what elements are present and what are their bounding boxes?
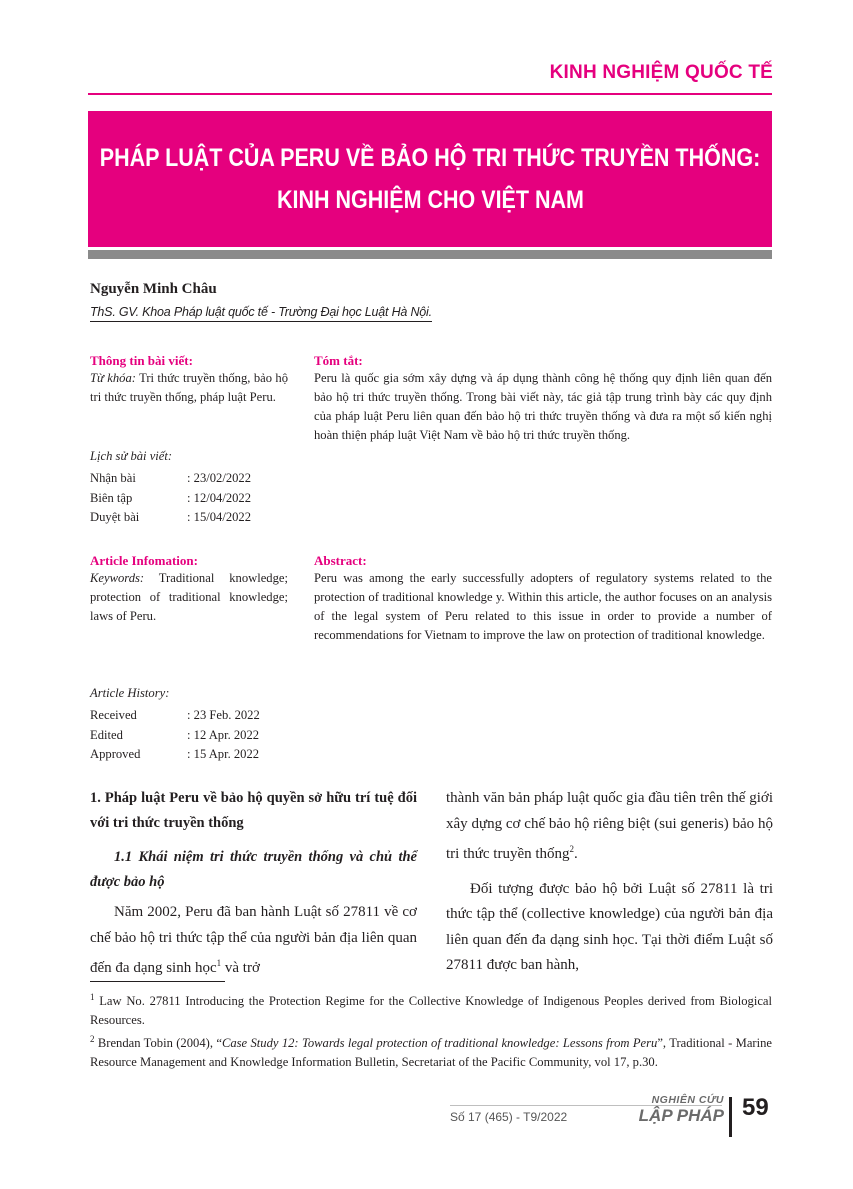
info-en-heading: Article Infomation: bbox=[90, 553, 198, 568]
title-shadow-bar bbox=[88, 250, 772, 259]
history-row: Biên tập : 12/04/2022 bbox=[90, 490, 252, 505]
footnote-rule bbox=[90, 981, 225, 982]
keywords-label: Keywords: bbox=[90, 571, 145, 585]
abstract-en bbox=[314, 553, 772, 645]
section-label: KINH NGHIỆM QUỐC TẾ bbox=[549, 62, 773, 83]
author-affiliation: ThS. GV. Khoa Pháp luật quốc tế - Trường Đại học Luật Hà Nội. bbox=[90, 305, 432, 322]
keywords-text: Tri thức truyền thống, bảo hộ tri thức truyền thống, pháp luật Peru. bbox=[90, 371, 288, 404]
footer-divider bbox=[729, 1097, 732, 1137]
keywords-text: Traditional knowledge; protection of traditional knowledge; laws of Peru. bbox=[90, 571, 288, 623]
footnote-2: $^2$ Brendan Tobin (2004), “Case Study 12: Towards legal protection of traditional knowledge: Lessons from Peru”, Traditional - Marine Resource Management and Knowledge Information Bulletin, Secretariat of the Pacific Community, vol 17, p.30. bbox=[90, 1034, 772, 1070]
abstract-en-text: Peru was among the early successfully adopters of regulatory systems related to the protection of traditional knowledge y. Within this article, the author focuses on an analysis of the legal system of Peru related to this issue in order to provide a number of recommendations for Vietnam to improve the law on protection of traditional knowledge. bbox=[314, 571, 772, 642]
history-vi bbox=[90, 449, 288, 528]
body-column-right bbox=[446, 786, 773, 979]
article-title-banner bbox=[88, 111, 772, 247]
article-title-line-2: KINH NGHIỆM CHO VIỆT NAM bbox=[276, 186, 584, 214]
history-vi-title: Lịch sử bài viết: bbox=[90, 449, 173, 463]
abstract-vi bbox=[314, 353, 772, 445]
info-vi-heading: Thông tin bài viết: bbox=[90, 353, 193, 368]
body-column-left bbox=[90, 786, 417, 982]
abstract-vi-text: Peru là quốc gia sớm xây dựng và áp dụng thành công hệ thống quy định liên quan đến bảo hộ tri thức truyền thống. Trong bài viết này, tác giả tập trung trình bày các quy định của pháp luật Peru liên quan đến bảo hộ tri thức truyền thống và đưa ra một số kiến nghị hoàn thiện pháp luật Việt Nam về bảo hộ tri thức truyền thống. bbox=[314, 371, 772, 442]
journal-logo bbox=[632, 1094, 724, 1125]
abstract-en-heading: Abstract: bbox=[314, 553, 367, 568]
abstract-vi-heading: Tóm tắt: bbox=[314, 353, 363, 368]
body-paragraph: Năm 2002, Peru đã ban hành Luật số 27811 về cơ chế bảo hộ tri thức tập thể của người bản địa liên quan đến đa dạng sinh học$^1$ và trở bbox=[90, 904, 417, 976]
journal-logo-top: NGHIÊN CỨU bbox=[651, 1094, 724, 1106]
history-row: Nhận bài : 23/02/2022 bbox=[90, 471, 252, 485]
footnotes bbox=[90, 988, 772, 1072]
page-number: 59 bbox=[742, 1094, 769, 1121]
history-en bbox=[90, 686, 288, 765]
journal-logo-bottom: LẬP PHÁP bbox=[638, 1106, 724, 1125]
footnote-ref: 2 bbox=[569, 844, 575, 854]
footnote-1: $^1$ Law No. 27811 Introducing the Protection Regime for the Collective Knowledge of Indigenous Peoples derived from Biological Resources. bbox=[90, 992, 772, 1028]
section-rule bbox=[88, 93, 772, 95]
author-name: Nguyễn Minh Châu bbox=[90, 281, 217, 297]
history-row: Edited : 12 Apr. 2022 bbox=[90, 727, 260, 742]
subsection-heading-1-1: 1.1 Khái niệm tri thức truyền thống và chủ thể được bảo hộ bbox=[90, 849, 417, 890]
footnote-ref: 1 bbox=[216, 958, 222, 968]
history-row: Approved : 15 Apr. 2022 bbox=[90, 747, 260, 761]
article-info-en bbox=[90, 553, 288, 626]
info-vi-keywords bbox=[90, 369, 288, 407]
keywords-label: Từ khóa: bbox=[90, 371, 136, 385]
article-info-vi bbox=[90, 353, 288, 407]
body-paragraph: Đối tượng được bảo hộ bởi Luật số 27811 là tri thức tập thể (collective knowledge) của người bản địa liên quan đến đa dạng sinh học. Tại thời điểm Luật số 27811 được ban hành, bbox=[446, 880, 773, 973]
history-row: Duyệt bài : 15/04/2022 bbox=[90, 510, 252, 524]
article-title-line-1: PHÁP LUẬT CỦA PERU VỀ BẢO HỘ TRI THỨC TRUYỀN THỐNG: bbox=[99, 144, 761, 172]
body-paragraph: thành văn bản pháp luật quốc gia đầu tiên trên thế giới xây dựng cơ chế bảo hộ riêng biệt (sui generis) bảo hộ tri thức truyền thống$^2$. bbox=[446, 790, 773, 862]
issue-number: Số 17 (465) - T9/2022 bbox=[450, 1110, 568, 1124]
section-heading-1: 1. Pháp luật Peru về bảo hộ quyền sở hữu trí tuệ đối với tri thức truyền thống bbox=[90, 790, 417, 831]
history-row: Received : 23 Feb. 2022 bbox=[90, 708, 260, 722]
history-en-title: Article History: bbox=[90, 686, 170, 700]
info-en-keywords bbox=[90, 569, 288, 626]
